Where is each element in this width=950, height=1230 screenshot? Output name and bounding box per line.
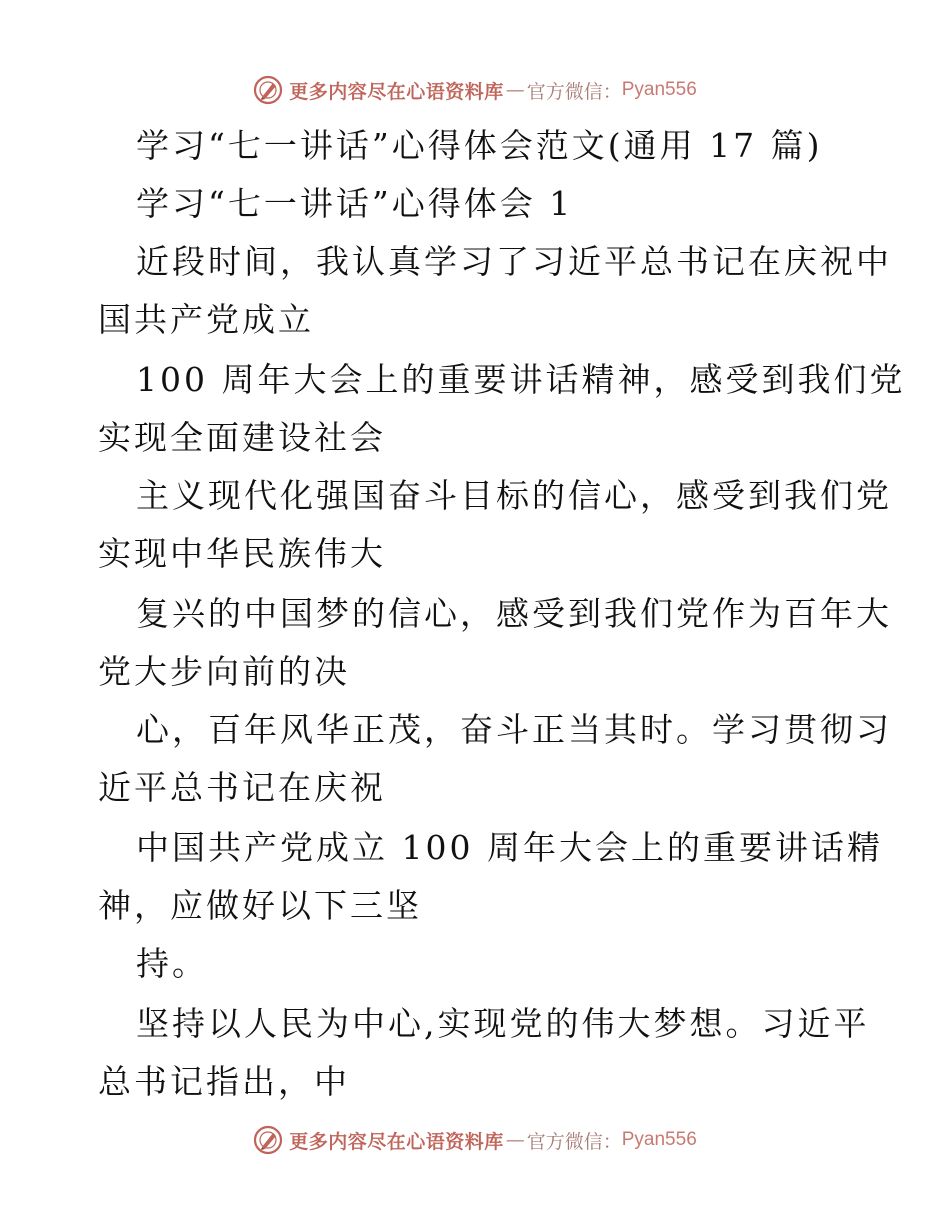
paragraph-line: 国共产党成立 bbox=[98, 300, 314, 339]
section-heading: 学习“七一讲话”心得体会 1 bbox=[136, 184, 574, 223]
document-title: 学习“七一讲话”心得体会范文(通用 17 篇) bbox=[136, 126, 823, 165]
footer-watermark bbox=[0, 1120, 950, 1160]
watermark-site-name: 更多内容尽在心语资料库 bbox=[289, 1130, 504, 1153]
paragraph-line: 神，应做好以下三坚 bbox=[98, 886, 422, 925]
paragraph-line: 持。 bbox=[136, 944, 208, 983]
paragraph-line: 实现中华民族伟大 bbox=[98, 534, 386, 573]
watermark-wechat-id: Pyan556 bbox=[621, 79, 697, 100]
paragraph-line: 总书记指出，中 bbox=[98, 1062, 350, 1101]
paragraph-line: 近段时间，我认真学习了习近平总书记在庆祝中 bbox=[136, 242, 892, 281]
pen-logo-icon bbox=[253, 1125, 283, 1155]
paragraph-line: 中国共产党成立 100 周年大会上的重要讲话精 bbox=[136, 828, 883, 867]
header-watermark bbox=[0, 70, 950, 110]
paragraph-line: 坚持以人民为中心,实现党的伟大梦想。习近平 bbox=[136, 1004, 870, 1043]
paragraph-line: 实现全面建设社会 bbox=[98, 418, 386, 457]
paragraph-line: 100 周年大会上的重要讲话精神，感受到我们党 bbox=[136, 360, 906, 399]
paragraph-line: 党大步向前的决 bbox=[98, 652, 350, 691]
paragraph-line: 复兴的中国梦的信心，感受到我们党作为百年大 bbox=[136, 594, 892, 633]
watermark-separator: — bbox=[505, 79, 525, 101]
paragraph-line: 近平总书记在庆祝 bbox=[98, 768, 386, 807]
watermark-label: 官方微信： bbox=[526, 1130, 622, 1153]
watermark-site-name: 更多内容尽在心语资料库 bbox=[289, 80, 504, 103]
paragraph-line: 心，百年风华正茂，奋斗正当其时。学习贯彻习 bbox=[136, 710, 892, 749]
paragraph-line: 主义现代化强国奋斗目标的信心，感受到我们党 bbox=[136, 476, 892, 515]
watermark-wechat-id: Pyan556 bbox=[621, 1129, 697, 1150]
watermark-separator: — bbox=[505, 1129, 525, 1151]
watermark-label: 官方微信： bbox=[526, 80, 622, 103]
pen-logo-icon bbox=[253, 75, 283, 105]
